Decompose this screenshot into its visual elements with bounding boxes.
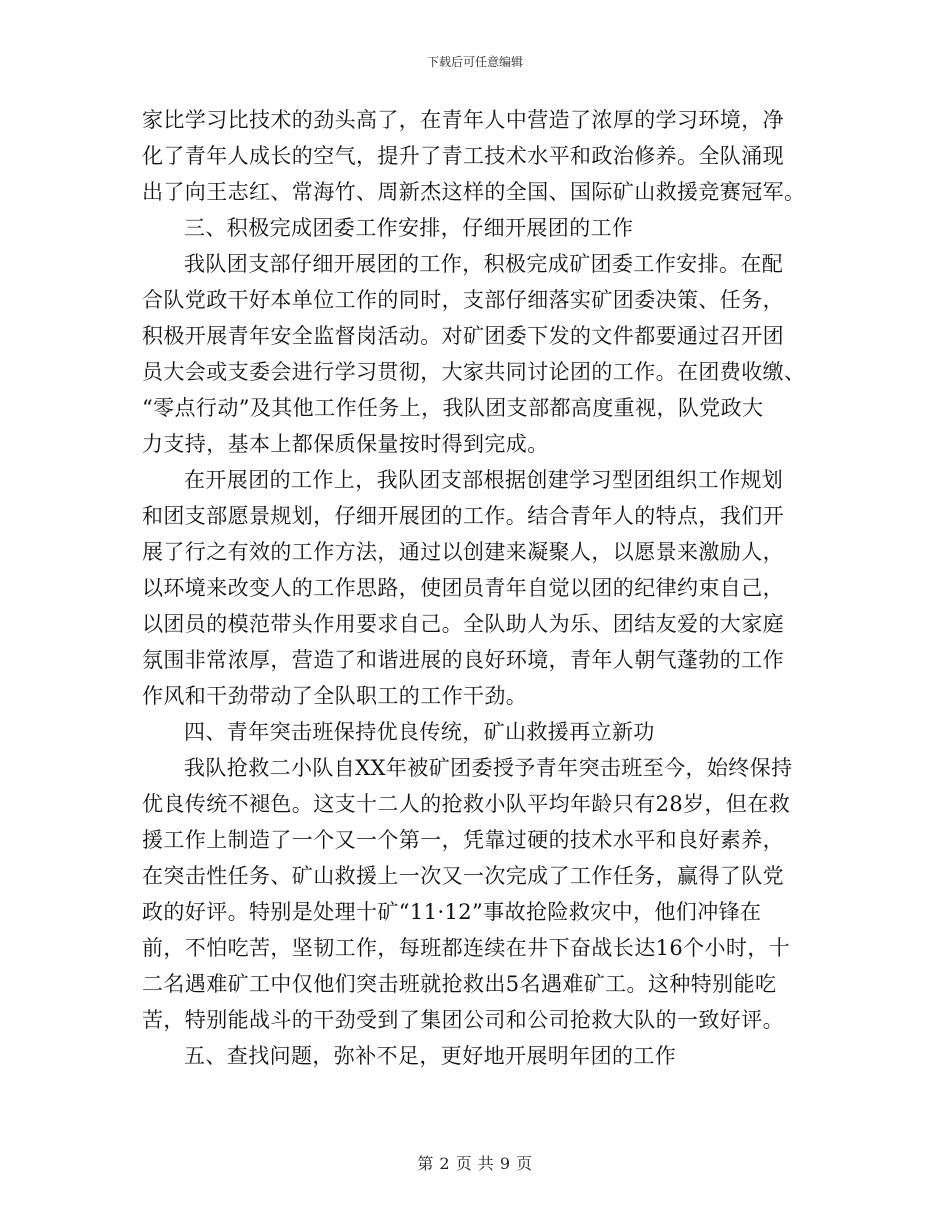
text-line: 氛围非常浓厚，营造了和谐进展的良好环境，青年人朝气蓬勃的工作 <box>142 648 784 672</box>
text-line: 苦，特别能战斗的干劲受到了集团公司和公司抢救大队的一致好评。 <box>142 1008 784 1032</box>
document-body <box>142 102 822 1074</box>
text-line: 以团员的模范带头作用要求自己。全队助人为乐、团结友爱的大家庭 <box>142 612 784 636</box>
text-line: 合队党政干好本单位工作的同时，支部仔细落实矿团委决策、任务， <box>142 288 784 312</box>
text-line: 五、查找问题，弥补不足，更好地开展明年团的工作 <box>184 1044 677 1068</box>
text-line: 作风和干劲带动了全队职工的工作干劲。 <box>142 684 528 708</box>
text-line: 力支持，基本上都保质保量按时得到完成。 <box>142 432 549 456</box>
text-line: 家比学习比技术的劲头高了，在青年人中营造了浓厚的学习环境，净 <box>142 108 784 132</box>
text-line: 优良传统不褪色。这支十二人的抢救小队平均年龄只有28岁，但在救 <box>142 792 791 816</box>
text-line: 四、青年突击班保持优良传统，矿山救援再立新功 <box>184 720 655 744</box>
text-line: 我队抢救二小队自XX年被矿团委授予青年突击班至今，始终保持 <box>184 756 793 780</box>
text-line: 三、积极完成团委工作安排，仔细开展团的工作 <box>184 216 634 240</box>
text-line: “零点行动”及其他工作任务上，我队团支部都高度重视，队党政大 <box>142 396 764 420</box>
text-line: 在开展团的工作上，我队团支部根据创建学习型团组织工作规划 <box>184 468 784 492</box>
text-line: 我队团支部仔细开展团的工作，积极完成矿团委工作安排。在配 <box>184 252 784 276</box>
text-line: 和团支部愿景规划，仔细开展团的工作。结合青年人的特点，我们开 <box>142 504 784 528</box>
text-line: 援工作上制造了一个又一个第一，凭靠过硬的技术水平和良好素养， <box>142 828 784 852</box>
text-line: 展了行之有效的工作方法，通过以创建来凝聚人，以愿景来激励人， <box>142 540 784 564</box>
text-line: 在突击性任务、矿山救援上一次又一次完成了工作任务，赢得了队党 <box>142 864 784 888</box>
page-header: 下载后可任意编辑 <box>426 55 523 69</box>
text-line: 出了向王志红、常海竹、周新杰这样的全国、国际矿山救援竞赛冠军。 <box>142 180 806 204</box>
text-line: 化了青年人成长的空气，提升了青工技术水平和政治修养。全队涌现 <box>142 144 784 168</box>
text-line: 以环境来改变人的工作思路，使团员青年自觉以团的纪律约束自己， <box>142 576 784 600</box>
text-line: 政的好评。特别是处理十矿“11·12”事故抢险救灾中，他们冲锋在 <box>142 900 762 924</box>
page-footer: 第 2 页 共 9 页 <box>417 1154 533 1173</box>
text-line: 积极开展青年安全监督岗活动。对矿团委下发的文件都要通过召开团 <box>142 324 784 348</box>
text-line: 二名遇难矿工中仅他们突击班就抢救出5名遇难矿工。这种特别能吃 <box>142 972 777 996</box>
text-line: 前，不怕吃苦，坚韧工作，每班都连续在井下奋战长达16个小时，十 <box>142 936 791 960</box>
text-line: 员大会或支委会进行学习贯彻，大家共同讨论团的工作。在团费收缴、 <box>142 360 806 384</box>
